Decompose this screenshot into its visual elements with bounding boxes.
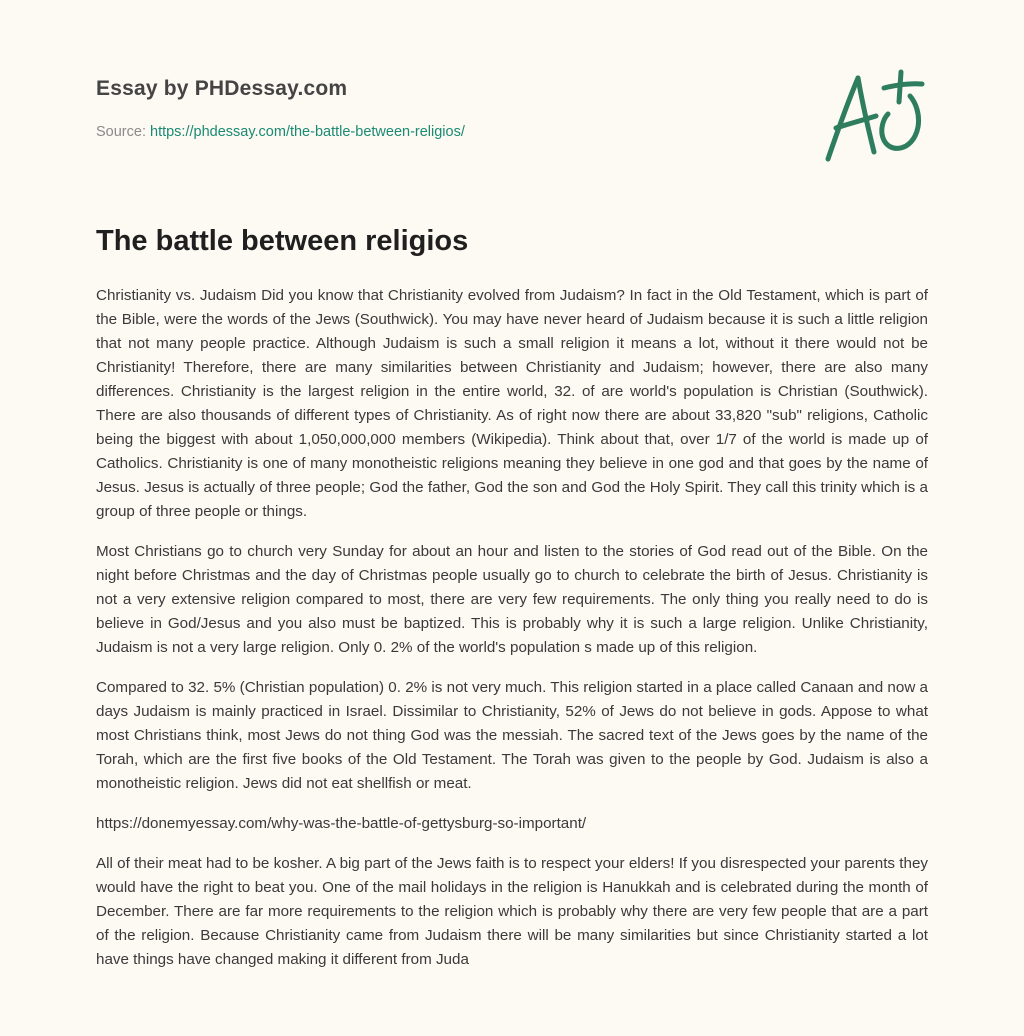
source-line xyxy=(96,124,465,140)
source-link[interactable]: https://phdessay.com/the-battle-between-religios/ xyxy=(150,124,465,140)
paragraph: Compared to 32. 5% (Christian population) 0. 2% is not very much. This religion started in a place called Canaan and now a days Judaism is mainly practiced in Israel. Dissimilar to Christianity, 52% of Jews do not believe in gods. Appose to what most Christians think, most Jews do not thing God was the messiah. The sacred text of the Jews goes by the name of the Torah, which are the first five books of the Old Testament. The Torah was given to the people by God. Judaism is also a monotheistic religion. Jews did not eat shellfish or meat. xyxy=(96,679,928,792)
site-brand: Essay by PHDessay.com xyxy=(96,77,348,100)
article-body xyxy=(96,284,928,972)
article-title: The battle between religios xyxy=(96,225,469,257)
paragraph: All of their meat had to be kosher. A big part of the Jews faith is to respect your elders! If you disrespected your parents they would have the right to beat you. One of the mail holidays in the religion is Hanukkah and is celebrated during the month of December. There are far more requirements to the religion which is probably why there are very few people that are a part of the religion. Because Christianity came from Judaism there will be many similarities but since Christianity started a lot have things have changed making it different from Juda xyxy=(96,855,928,968)
paragraph: Christianity vs. Judaism Did you know that Christianity evolved from Judaism? In fact in the Old Testament, which is part of the Bible, were the words of the Jews (Southwick). You may have never heard of Judaism because it is such a little religion that not many people practice. Although Judaism is such a small religion it means a lot, without it there would not be Christianity! Therefore, there are many similarities between Christianity and Judaism; however, there are also many differences. Christianity is the largest religion in the entire world, 32. of are world's population is Christian (Southwick). There are also thousands of different types of Christianity. As of right now there are about 33,820 "sub" religions, Catholic being the biggest with about 1,050,000,000 members (Wikipedia). Think about that, over 1/7 of the world is made up of Catholics. Christianity is one of many monotheistic religions meaning they believe in one god and that goes by the name of Jesus. Jesus is actually of three people; God the father, God the son and God the Holy Spirit. They call this trinity which is a group of three people or things. xyxy=(96,287,928,520)
paragraph: Most Christians go to church very Sunday for about an hour and listen to the stories of God read out of the Bible. On the night before Christmas and the day of Christmas people usually go to church to celebrate the birth of Jesus. Christianity is not a very extensive religion compared to most, there are very few requirements. The only thing you really need to do is believe in God/Jesus and you also must be baptized. This is probably why it is such a large religion. Unlike Christianity, Judaism is not a very large religion. Only 0. 2% of the world's population s made up of this religion. xyxy=(96,543,928,656)
source-label: Source: xyxy=(96,124,150,140)
reference-link[interactable]: https://donemyessay.com/why-was-the-battle-of-gettysburg-so-important/ xyxy=(96,815,587,832)
a-plus-logo-icon xyxy=(818,66,930,166)
